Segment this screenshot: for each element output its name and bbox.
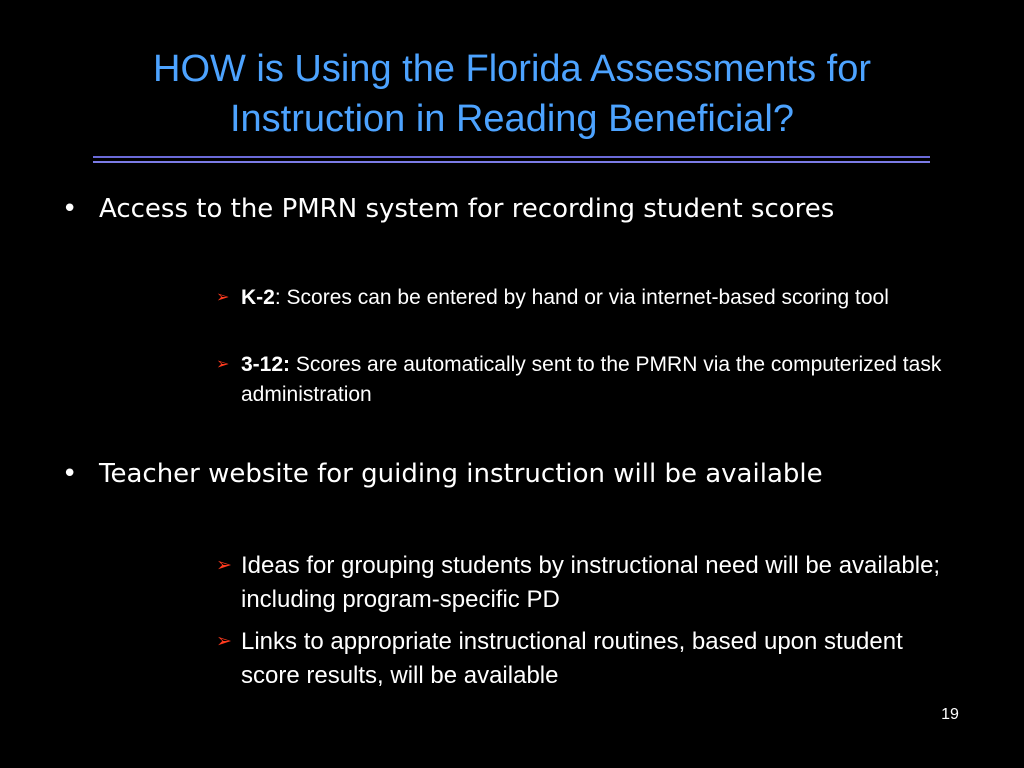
slide-title-line-2: Instruction in Reading Beneficial? xyxy=(229,98,794,140)
subitem-routine-links xyxy=(216,625,956,693)
title-divider-top xyxy=(93,156,930,158)
arrow-bullet-icon: ➢ xyxy=(216,631,232,652)
bullet-pmrn-access xyxy=(62,193,834,225)
subitem-k2 xyxy=(216,283,956,313)
bullet-text: Teacher website for guiding instruction will be available xyxy=(99,459,823,489)
subitem-text xyxy=(241,283,956,313)
bullet-text: Access to the PMRN system for recording student scores xyxy=(99,194,835,224)
arrow-bullet-icon: ➢ xyxy=(216,356,230,373)
arrow-bullet-icon: ➢ xyxy=(216,289,230,306)
bullet-dot-icon: • xyxy=(62,459,78,489)
subitem-body: Links to appropriate instructional routines, based upon student score results, will be available xyxy=(241,628,903,689)
slide-title-line-1: HOW is Using the Florida Assessments for xyxy=(153,48,871,90)
subitem-label: 3-12: xyxy=(241,353,291,376)
bullet-teacher-website xyxy=(62,458,823,490)
subitem-label: K-2 xyxy=(241,286,275,309)
slide-title xyxy=(40,44,984,144)
arrow-bullet-icon: ➢ xyxy=(216,555,232,576)
bullet-dot-icon: • xyxy=(62,194,78,224)
page-number: 19 xyxy=(941,706,959,723)
subitem-grouping-ideas xyxy=(216,549,956,617)
subitem-body: Ideas for grouping students by instructional need will be available; including program-specific PD xyxy=(241,552,941,613)
title-divider-bottom xyxy=(93,161,930,163)
subitem-text xyxy=(241,350,956,410)
subitem-body: Scores are automatically sent to the PMRN via the computerized task administration xyxy=(241,353,942,406)
subitem-body: : Scores can be entered by hand or via internet-based scoring tool xyxy=(274,286,889,309)
subitem-3-12 xyxy=(216,350,956,410)
